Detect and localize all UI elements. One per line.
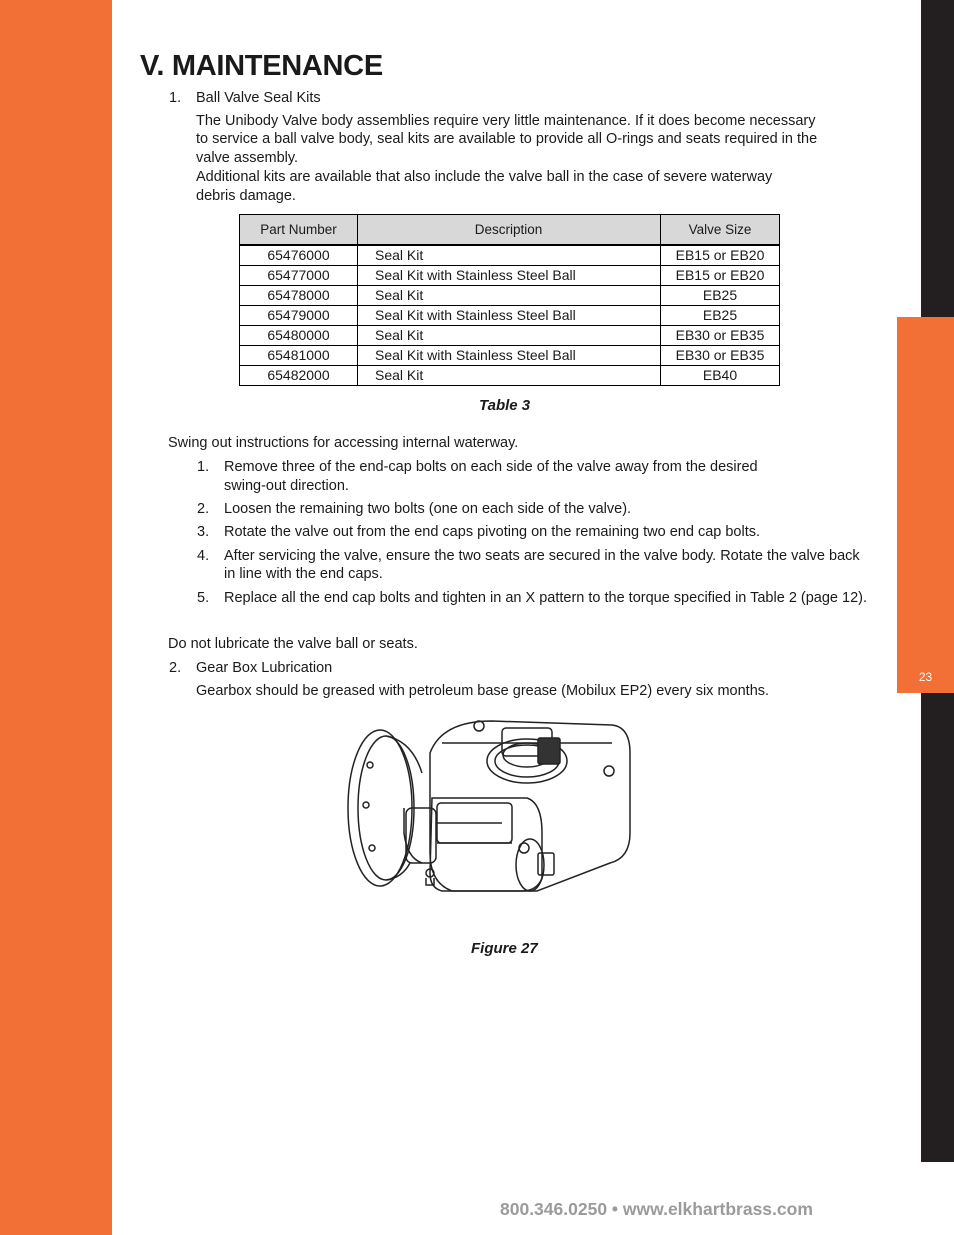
section-1-paragraph-line: The Unibody Valve body assemblies require very little maintenance. If it does become necessary: [196, 113, 816, 129]
table-cell: 65476000: [240, 245, 358, 266]
table-cell: EB15 or EB20: [661, 245, 780, 266]
table-cell: Seal Kit: [358, 366, 661, 386]
table-row: [240, 346, 780, 366]
section-2-paragraph: Gearbox should be greased with petroleum base grease (Mobilux EP2) every six months.: [196, 683, 770, 699]
page-number: 23: [918, 670, 933, 684]
column-header: Part Number: [240, 215, 358, 246]
table-cell: 65478000: [240, 286, 358, 306]
section-1-number: 1.: [169, 90, 182, 106]
left-orange-bar: [0, 0, 112, 1235]
step-text: swing-out direction.: [224, 478, 349, 494]
table-row: [240, 326, 780, 346]
step-number: 1.: [197, 459, 210, 475]
table-cell: 65482000: [240, 366, 358, 386]
right-orange-tab: [897, 317, 954, 693]
table-cell: EB30 or EB35: [661, 326, 780, 346]
table-row: [240, 245, 780, 266]
table-cell: EB40: [661, 366, 780, 386]
step-text: Remove three of the end-cap bolts on each side of the valve away from the desired: [224, 459, 758, 475]
table-header-row: [240, 215, 780, 246]
section-1-paragraph-line: Additional kits are available that also include the valve ball in the case of severe waterway: [196, 169, 773, 185]
table-row: [240, 366, 780, 386]
lubrication-note: Do not lubricate the valve ball or seats.: [168, 636, 418, 652]
column-header: Description: [358, 215, 661, 246]
table-row: [240, 266, 780, 286]
step-number: 5.: [197, 590, 210, 606]
step-number: 2.: [197, 501, 210, 517]
column-header: Valve Size: [661, 215, 780, 246]
table-cell: EB30 or EB35: [661, 346, 780, 366]
table-cell: EB15 or EB20: [661, 266, 780, 286]
step-text: Replace all the end cap bolts and tighten in an X pattern to the torque specified in Table 2 (page 12).: [224, 590, 868, 606]
table-cell: 65477000: [240, 266, 358, 286]
table-cell: Seal Kit: [358, 286, 661, 306]
table-cell: 65479000: [240, 306, 358, 326]
step-number: 3.: [197, 524, 210, 540]
table-cell: EB25: [661, 286, 780, 306]
swing-intro: Swing out instructions for accessing internal waterway.: [168, 435, 519, 451]
section-1-paragraph-line: valve assembly.: [196, 150, 299, 166]
table-cell: Seal Kit with Stainless Steel Ball: [358, 266, 661, 286]
table-cell: 65480000: [240, 326, 358, 346]
section-1-paragraph-line: debris damage.: [196, 188, 296, 204]
footer-contact: 800.346.0250 • www.elkhartbrass.com: [500, 1199, 813, 1219]
table-cell: Seal Kit: [358, 245, 661, 266]
section-1-paragraph-line: to service a ball valve body, seal kits are available to provide all O-rings and seats required in the: [196, 131, 818, 147]
step-text: in line with the end caps.: [224, 566, 383, 582]
table-cell: EB25: [661, 306, 780, 326]
step-number: 4.: [197, 548, 210, 564]
gearbox-illustration: [342, 713, 634, 898]
figure-caption: Figure 27: [471, 940, 538, 957]
table-cell: Seal Kit with Stainless Steel Ball: [358, 346, 661, 366]
step-text: Rotate the valve out from the end caps pivoting on the remaining two end cap bolts.: [224, 524, 761, 540]
table-row: [240, 306, 780, 326]
page-title: V. MAINTENANCE: [140, 50, 383, 82]
section-2-number: 2.: [169, 660, 182, 676]
step-text: After servicing the valve, ensure the two seats are secured in the valve body. Rotate the valve back: [224, 548, 860, 564]
seal-kit-table: [239, 214, 780, 386]
section-1-heading: Ball Valve Seal Kits: [196, 90, 321, 106]
table-cell: Seal Kit: [358, 326, 661, 346]
section-2-heading: Gear Box Lubrication: [196, 660, 333, 676]
step-text: Loosen the remaining two bolts (one on each side of the valve).: [224, 501, 632, 517]
table-caption: Table 3: [479, 397, 531, 414]
table-cell: 65481000: [240, 346, 358, 366]
table-cell: Seal Kit with Stainless Steel Ball: [358, 306, 661, 326]
table-row: [240, 286, 780, 306]
